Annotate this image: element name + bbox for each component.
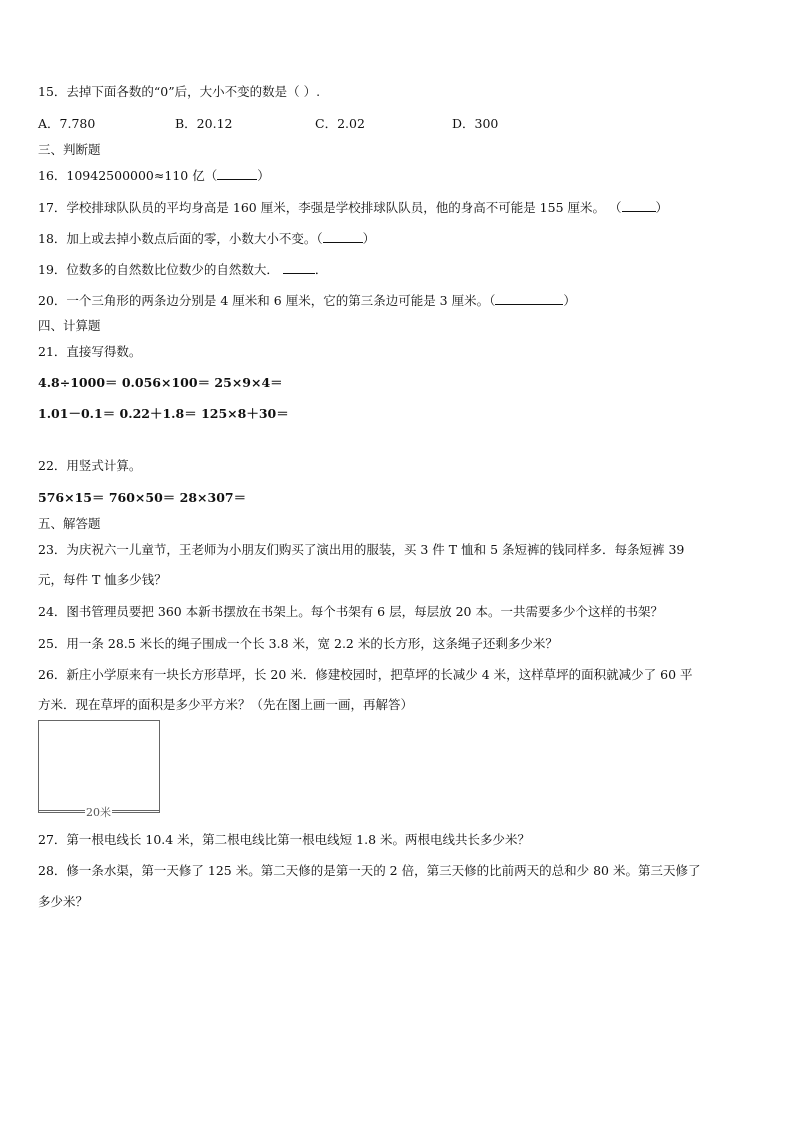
q17-close: ） <box>655 200 669 215</box>
q19-answer-blank[interactable] <box>283 261 315 274</box>
q19-text: 19．位数多的自然数比位数少的自然数大． <box>38 262 279 277</box>
q15-option-a: A．7.780 <box>38 116 96 131</box>
q26-line-1: 26．新庄小学原来有一块长方形草坪，长 20 米．修建校园时，把草坪的长减少 4 米，这样草坪的面积就减少了 60 平 <box>38 667 693 682</box>
q18-close: ） <box>362 231 376 246</box>
q18-answer-blank[interactable] <box>323 230 363 243</box>
lawn-rectangle-figure <box>38 720 160 819</box>
q27: 27．第一根电线长 10.4 米，第二根电线比第一根电线短 1.8 米。两根电线共长多少米？ <box>38 832 531 847</box>
section-calculation-heading: 四、计算题 <box>38 318 101 333</box>
q24: 24．图书管理员要把 360 本新书摆放在书架上。每个书架有 6 层，每层放 20 本。一共需要多少个这样的书架？ <box>38 604 663 619</box>
q16-text: 16．10942500000≈110 亿（ <box>38 168 218 183</box>
length-label: 20米 <box>86 806 111 819</box>
q21-row-1: 4.8÷1000＝ 0.056×100＝ 25×9×4＝ <box>38 375 283 390</box>
q23-line-2: 元，每件 T 恤多少钱？ <box>38 572 167 587</box>
q18 <box>38 230 375 247</box>
q20 <box>38 292 576 309</box>
q22-text: 22．用竖式计算。 <box>38 458 142 473</box>
lawn-rectangle <box>38 720 160 813</box>
q15-text: 15．去掉下面各数的“0”后，大小不变的数是（ ）. <box>38 84 321 99</box>
section-judgement-heading: 三、判断题 <box>38 142 101 157</box>
q16-close: ） <box>257 168 270 183</box>
q15-option-d: D．300 <box>452 116 499 131</box>
q17-answer-blank[interactable] <box>622 199 656 212</box>
q17 <box>38 199 668 216</box>
q22-row-1: 576×15＝ 760×50＝ 28×307＝ <box>38 490 247 505</box>
q17-text: 17．学校排球队队员的平均身高是 160 厘米，李强是学校排球队队员，他的身高不可能是 155 厘米。 （ <box>38 200 622 215</box>
q25: 25．用一条 28.5 米长的绳子围成一个长 3.8 米，宽 2.2 米的长方形，这条绳子还剩多少米？ <box>38 636 558 651</box>
q16-answer-blank[interactable] <box>217 167 257 180</box>
q20-text: 20．一个三角形的两条边分别是 4 厘米和 6 厘米，它的第三条边可能是 3 厘米。（ <box>38 293 496 308</box>
q21-row-2: 1.01－0.1＝ 0.22＋1.8＝ 125×8＋30＝ <box>38 406 289 421</box>
section-word-problems-heading: 五、解答题 <box>38 516 101 531</box>
q15-option-c: C．2.02 <box>315 116 365 131</box>
q19-close: ． <box>314 262 328 277</box>
q20-close: ） <box>563 293 576 308</box>
q28-line-1: 28．修一条水渠，第一天修了 125 米。第二天修的是第一天的 2 倍，第三天修的比前两天的总和少 80 米。第三天修了 <box>38 863 701 878</box>
q23-line-1: 23．为庆祝六一儿童节，王老师为小朋友们购买了演出用的服装，买 3 件 T 恤和 5 条短裤的钱同样多．每条短裤 39 <box>38 542 685 557</box>
q15-option-b: B．20.12 <box>175 116 233 131</box>
q21-text: 21．直接写得数。 <box>38 344 142 359</box>
q19 <box>38 261 327 278</box>
q20-answer-blank[interactable] <box>495 292 563 305</box>
q16 <box>38 167 270 184</box>
q26-line-2: 方米．现在草坪的面积是多少平方米？（先在图上画一画，再解答） <box>38 697 414 712</box>
q18-text: 18．加上或去掉小数点后面的零，小数大小不变。（ <box>38 231 323 246</box>
q28-line-2: 多少米？ <box>38 894 89 909</box>
